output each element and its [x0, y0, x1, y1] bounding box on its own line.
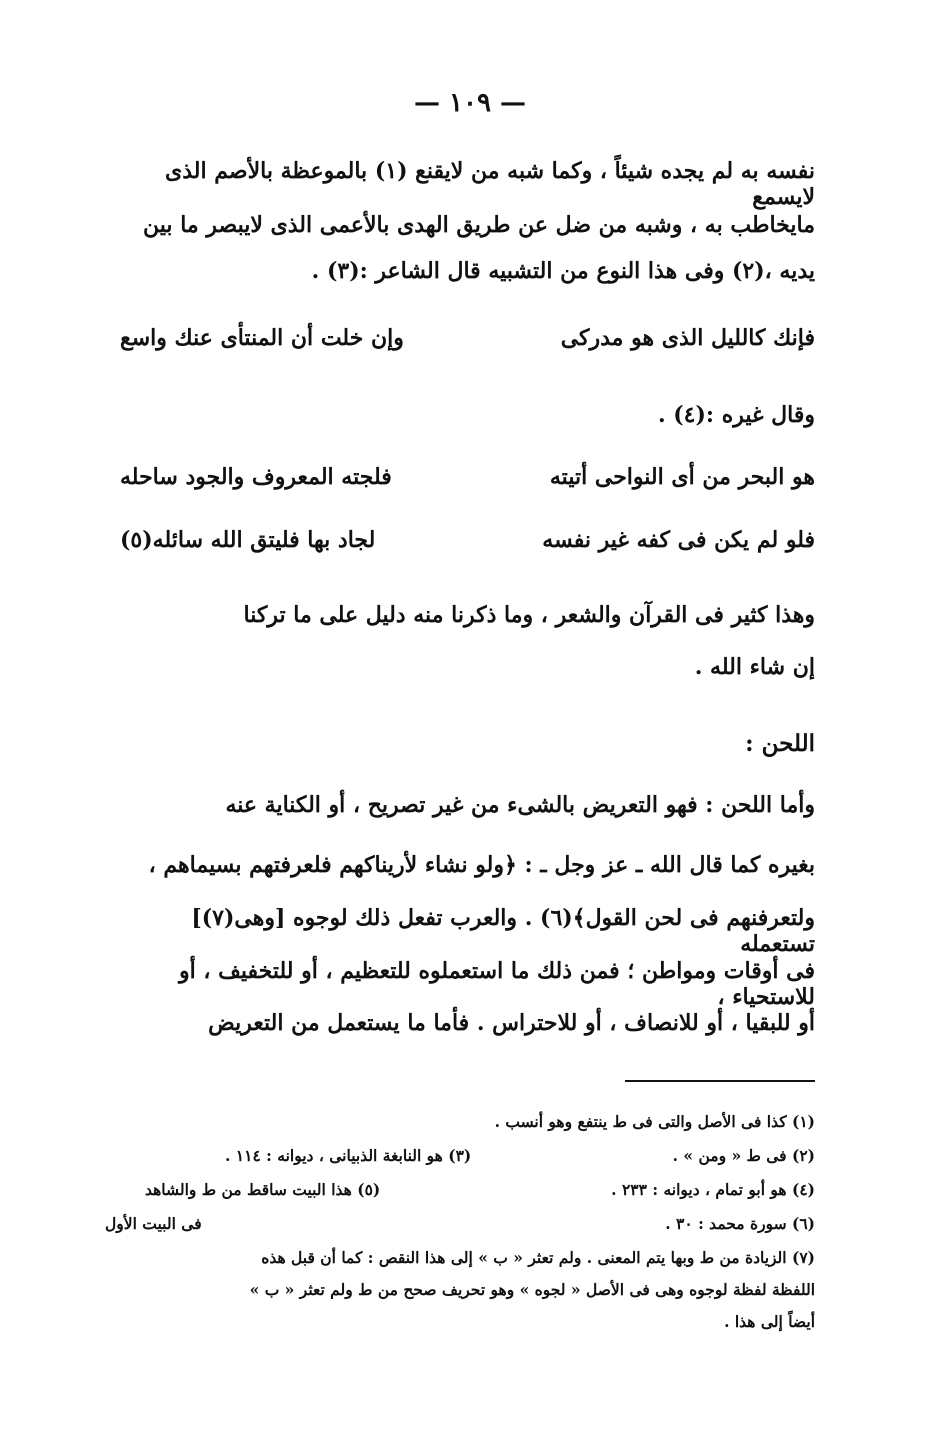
verse2-intro: وقال غيره :(٤) .: [657, 402, 815, 428]
page-number: — ١٠٩ —: [413, 88, 527, 118]
para3-line1: وأما اللحن : فهو التعريض بالشىء من غير تصريح ، أو الكناية عنه: [225, 792, 815, 818]
footnote-7-line2: اللفظة لفظة لوجوه وهى فى الأصل « لجوه » وهو تحريف صحح من ط ولم تعثر « ب »: [249, 1280, 815, 1299]
verse2-2-first-hemistich: فلو لم يكن فى كفه غير نفسه: [542, 527, 815, 553]
para3-line3: ولتعرفنهم فى لحن القول﴾(٦) . والعرب تفعل ذلك لوجوه [وهى(٧)] تستعمله: [191, 905, 815, 957]
footnote-5-continued: فى البيت الأول: [105, 1214, 202, 1233]
footnote-2: (٢) فى ط « ومن » .: [672, 1146, 815, 1165]
verse1-first-hemistich: فإنك كالليل الذى هو مدركى: [560, 325, 815, 351]
verse1-second-hemistich: وإن خلت أن المنتأى عنك واسع: [120, 325, 404, 351]
footnote-6: (٦) سورة محمد : ٣٠ .: [665, 1214, 815, 1233]
para2-line1: وهذا كثير فى القرآن والشعر ، وما ذكرنا منه دليل على ما تركنا: [243, 602, 815, 628]
verse2-1-first-hemistich: هو البحر من أى النواحى أتيته: [549, 464, 815, 490]
verse1-row: [120, 325, 815, 375]
para3-line2: بغيره كما قال الله ـ عز وجل ـ : ﴿ولو نشاء لأريناكهم فلعرفتهم بسيماهم ،: [148, 852, 815, 878]
para3-line4: فى أوقات ومواطن ؛ فمن ذلك ما استعملوه للتعظيم ، أو للتخفيف ، أو للاستحياء ،: [178, 958, 815, 1010]
verse2-row-1: [120, 464, 815, 514]
footnote-7-line3: أيضاً إلى هذا .: [724, 1312, 815, 1331]
footnote-5: (٥) هذا البيت ساقط من ط والشاهد: [145, 1180, 381, 1199]
footnote-7-line1: (٧) الزيادة من ط وبها يتم المعنى . ولم تعثر « ب » إلى هذا النقص : كما أن قبل هذه: [261, 1248, 815, 1267]
footnote-4: (٤) هو أبو تمام ، ديوانه : ٢٣٣ .: [611, 1180, 815, 1199]
para1-line3: يديه ،(٢) وفى هذا النوع من التشبيه قال الشاعر :(٣) .: [311, 258, 815, 284]
para2-line2: إن شاء الله .: [694, 654, 815, 680]
para1-line1: نفسه به لم يجده شيئاً ، وكما شبه من لايقنع (١) بالموعظة بالأصم الذى لايسمع: [165, 158, 815, 210]
footnote-1: (١) كذا فى الأصل والتى فى ط ينتفع وهو أنسب .: [494, 1112, 815, 1131]
verse2-row-2: [120, 527, 815, 577]
footnote-divider: [625, 1080, 815, 1082]
section-heading: اللحن :: [745, 730, 815, 757]
footnote-3: (٣) هو النابغة الذبيانى ، ديوانه : ١١٤ .: [225, 1146, 472, 1165]
para1-line2: مايخاطب به ، وشبه من ضل عن طريق الهدى بالأعمى الذى لايبصر ما بين: [143, 212, 815, 238]
verse2-1-second-hemistich: فلجته المعروف والجود ساحله: [120, 464, 392, 490]
para3-line5: أو للبقيا ، أو للانصاف ، أو للاحتراس . فأما ما يستعمل من التعريض: [208, 1010, 815, 1036]
verse2-2-second-hemistich: لجاد بها فليتق الله سائله(٥): [120, 527, 376, 553]
